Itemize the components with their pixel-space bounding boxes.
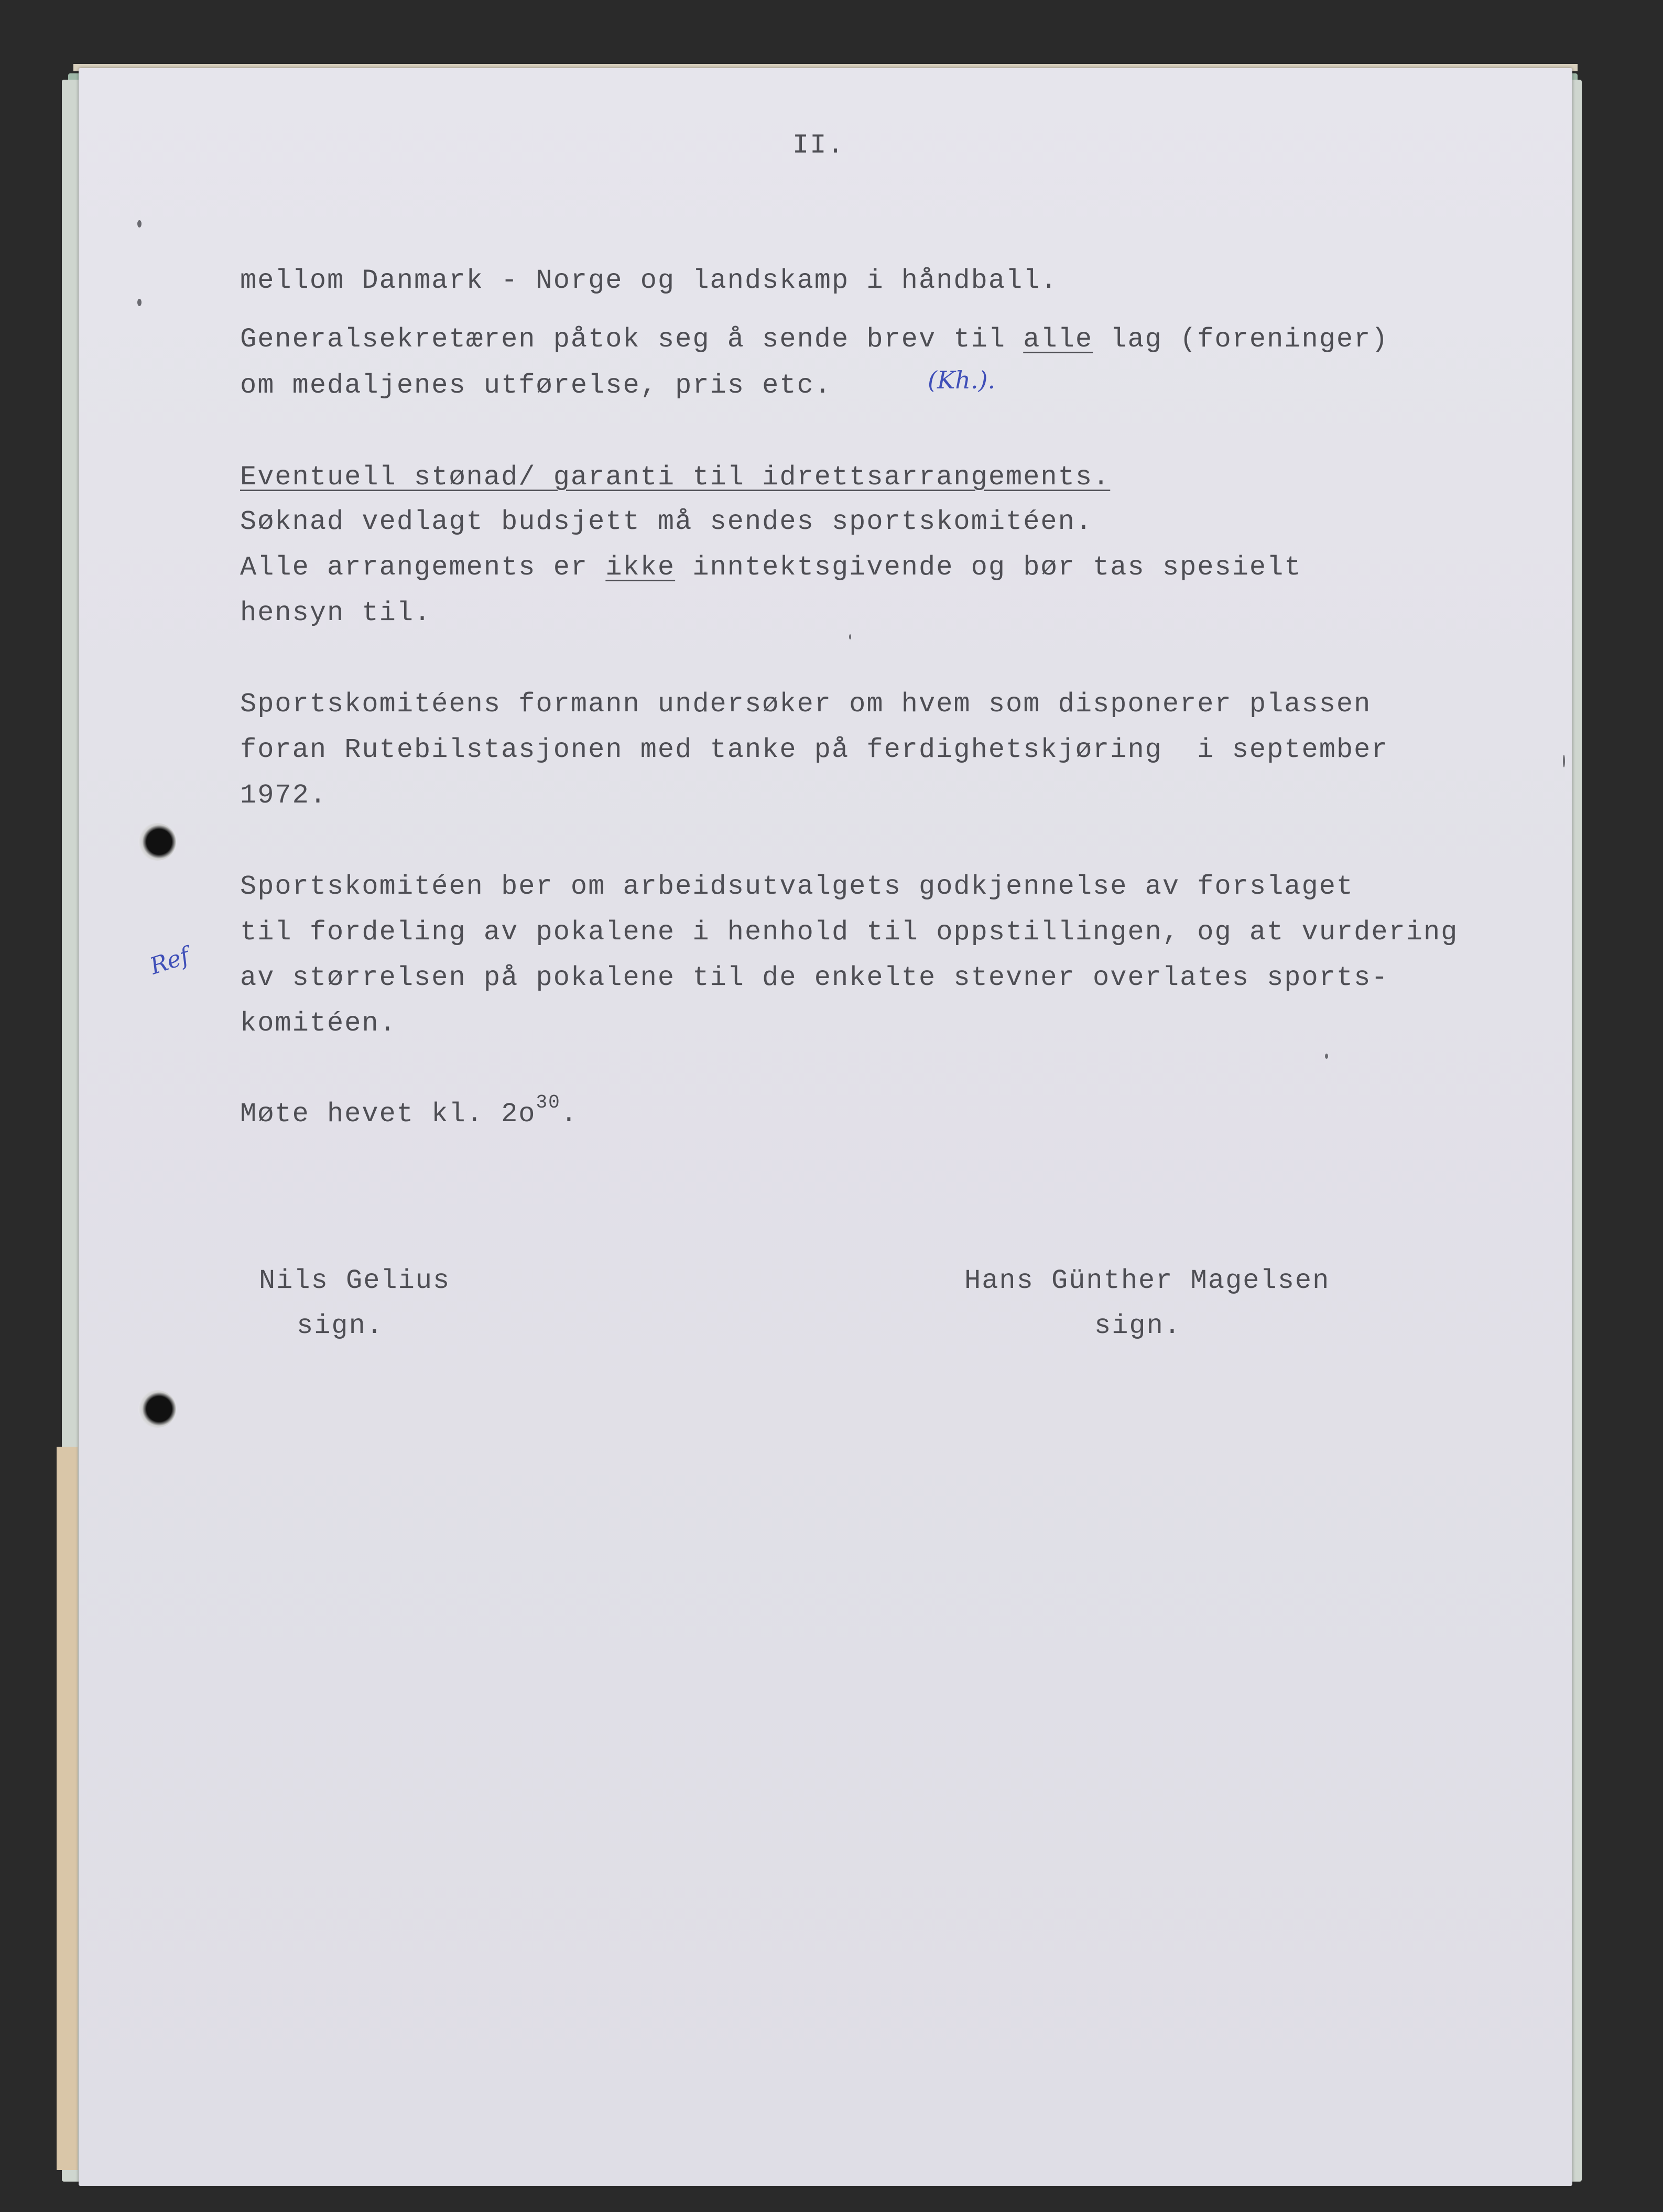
text-line: foran Rutebilstasjonen med tanke på ferdighetskjøring i september — [240, 734, 1389, 765]
text-line: mellom Danmark - Norge og landskamp i håndball. — [240, 265, 1058, 296]
text-line: Søknad vedlagt budsjett må sendes sportskomitéen. — [240, 506, 1093, 537]
text-line: til fordeling av pokalene i henhold til oppstillingen, og at vurdering — [240, 917, 1459, 948]
underlined-word: ikke — [605, 552, 676, 583]
text-segment: Møte hevet kl. 2o — [240, 1099, 536, 1130]
text-line: Sportskomitéens formann undersøker om hvem som disponerer plassen — [240, 689, 1372, 720]
signature-sign-right: sign. — [1094, 1310, 1182, 1341]
text-segment: lag (foreninger) — [1093, 324, 1389, 355]
text-segment: Alle arrangements er — [240, 552, 606, 583]
paper-edge-strip — [57, 1447, 78, 2170]
paper-speck — [137, 220, 142, 227]
signature-name-right: Hans Günther Magelsen — [964, 1265, 1330, 1296]
text-line: 1972. — [240, 780, 328, 811]
text-line: komitéen. — [240, 1008, 397, 1039]
underlined-word: alle — [1023, 324, 1093, 355]
paper-speck — [1563, 755, 1565, 767]
superscript-minutes: 30 — [536, 1092, 561, 1113]
paper-speck — [849, 634, 851, 639]
signature-sign-left: sign. — [297, 1310, 384, 1341]
text-segment: . — [560, 1099, 578, 1130]
handwritten-margin-note: Ref — [146, 942, 193, 980]
text-line — [240, 326, 1389, 353]
text-line: hensyn til. — [240, 598, 432, 628]
handwritten-note: (Kh.). — [928, 366, 996, 394]
section-heading: Eventuell stønad/ garanti til idrettsarrangements. — [240, 462, 1111, 493]
text-line: av størrelsen på pokalene til de enkelte stevner overlates sports- — [240, 962, 1389, 993]
meeting-closed-line — [240, 1092, 578, 1130]
paper-speck — [1325, 1054, 1328, 1059]
page-number: II. — [792, 130, 845, 161]
text-line: om medaljenes utførelse, pris etc. — [240, 370, 832, 401]
punch-hole — [138, 823, 176, 861]
punch-hole — [138, 1390, 176, 1428]
text-line: Sportskomitéen ber om arbeidsutvalgets godkjennelse av forslaget — [240, 871, 1354, 902]
paper-speck — [137, 299, 142, 306]
signature-name-left: Nils Gelius — [259, 1265, 451, 1296]
text-segment: Generalsekretæren påtok seg å sende brev til — [240, 324, 1024, 355]
text-segment: inntektsgivende og bør tas spesielt — [675, 552, 1302, 583]
text-line — [240, 554, 1302, 581]
